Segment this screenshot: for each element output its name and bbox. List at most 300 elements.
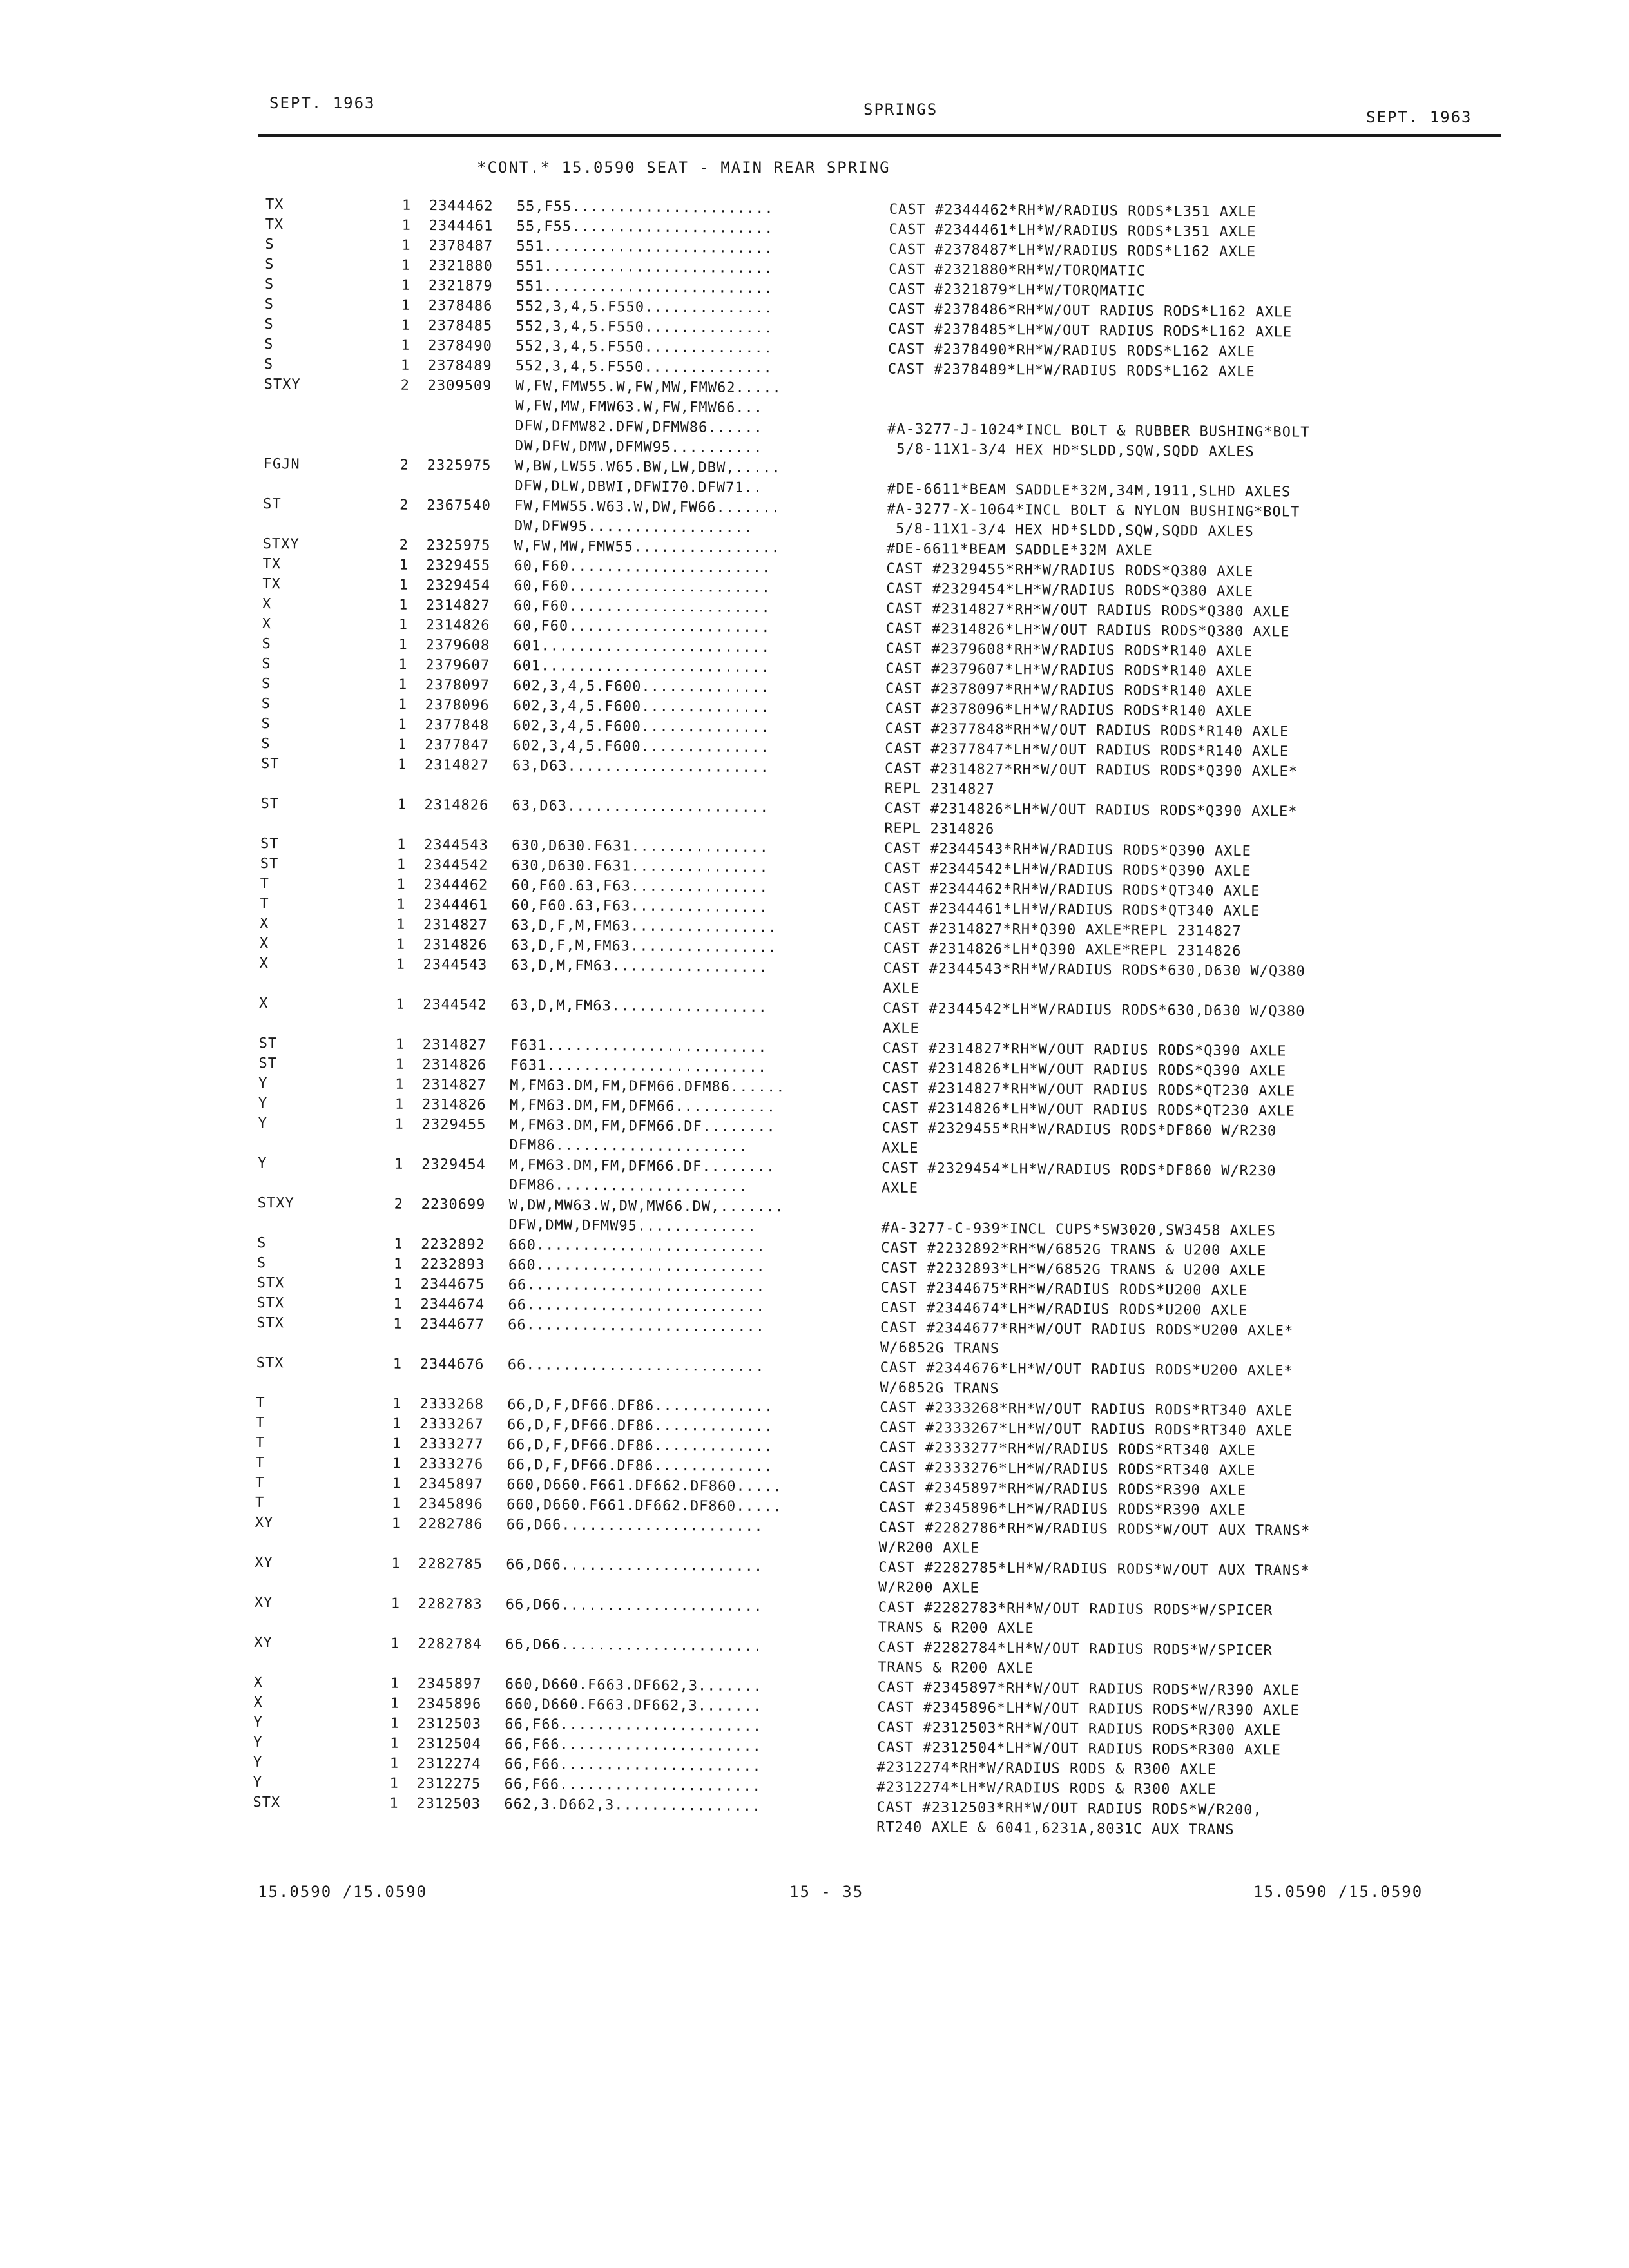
- row-qty: 1: [394, 1116, 405, 1133]
- row-part-number: 2344543: [423, 836, 488, 854]
- row-part-number: 2344676: [419, 1356, 485, 1373]
- row-models: DFM86.....................: [509, 1137, 748, 1155]
- row-models: DW,DFW95..................: [514, 518, 753, 536]
- row-qty: 1: [392, 1456, 401, 1472]
- row-models: M,FM63.DM,FM,DFM66.DFM86......: [510, 1077, 786, 1096]
- row-part-number: 2344543: [423, 956, 488, 974]
- row-part-number: 2378486: [428, 297, 493, 314]
- row-models: 60,F60......................: [514, 558, 771, 577]
- row-description: AXLE: [882, 1020, 920, 1037]
- row-models: F631........................: [510, 1037, 767, 1056]
- row-code: ST: [260, 795, 280, 812]
- row-description: W/6852G TRANS: [880, 1340, 1000, 1358]
- row-code: X: [259, 995, 269, 1012]
- row-code: T: [255, 1434, 265, 1452]
- row-qty: 1: [398, 637, 408, 653]
- row-description: CAST #2232892*RH*W/6852G TRANS & U200 AXLE: [881, 1240, 1267, 1260]
- row-code: Y: [253, 1754, 263, 1771]
- row-code: X: [259, 935, 269, 952]
- row-description: CAST #2379608*RH*W/RADIUS RODS*R140 AXLE: [885, 640, 1253, 660]
- row-models: 602,3,4,5.F600..............: [512, 678, 770, 697]
- row-part-number: 2344675: [420, 1276, 485, 1293]
- row-models: 60,F60......................: [513, 618, 771, 637]
- row-description: CAST #2321879*LH*W/TORQMATIC: [888, 281, 1146, 300]
- row-part-number: 2378485: [428, 317, 493, 334]
- row-code: S: [264, 336, 274, 353]
- row-code: XY: [254, 1634, 273, 1651]
- row-part-number: 2379607: [425, 657, 490, 674]
- row-code: STX: [256, 1354, 284, 1372]
- row-code: T: [256, 1394, 265, 1412]
- header-left-date: SEPT. 1963: [269, 94, 376, 112]
- row-description: 5/8-11X1-3/4 HEX HD*SLDD,SQW,SQDD AXLES: [887, 441, 1255, 461]
- row-models: M,FM63.DM,FM,DFM66...........: [509, 1097, 776, 1116]
- row-part-number: 2312503: [416, 1795, 481, 1812]
- footer-page-number: 15 - 35: [789, 1883, 864, 1901]
- row-qty: 1: [390, 1735, 400, 1752]
- row-qty: 1: [393, 1256, 403, 1273]
- row-part-number: 2329455: [421, 1116, 487, 1133]
- row-qty: 1: [396, 916, 406, 933]
- row-qty: 1: [396, 996, 405, 1013]
- row-code: T: [260, 875, 269, 892]
- row-part-number: 2344677: [420, 1316, 485, 1333]
- row-part-number: 2314827: [422, 1036, 487, 1053]
- row-description: #2312274*LH*W/RADIUS RODS & R300 AXLE: [876, 1779, 1217, 1798]
- row-part-number: 2325975: [426, 537, 491, 554]
- row-description: CAST #2282784*LH*W/OUT RADIUS RODS*W/SPICER: [878, 1639, 1273, 1659]
- row-code: S: [264, 296, 275, 313]
- row-part-number: 2230699: [421, 1196, 486, 1213]
- row-part-number: 2378096: [425, 697, 490, 714]
- row-code: XY: [254, 1594, 273, 1611]
- row-models: 660,D660.F661.DF662.DF860.....: [506, 1497, 782, 1515]
- row-models: M,FM63.DM,FM,DFM66.DF........: [509, 1157, 776, 1176]
- row-part-number: 2378490: [428, 337, 492, 354]
- row-description: CAST #2378485*LH*W/OUT RADIUS RODS*L162 AXLE: [888, 321, 1293, 341]
- row-code: T: [255, 1494, 265, 1512]
- row-models: 63,D,F,M,FM63................: [510, 937, 778, 956]
- row-part-number: 2314827: [422, 1076, 487, 1093]
- row-code: TX: [265, 216, 284, 233]
- row-part-number: 2282783: [418, 1595, 483, 1613]
- row-code: S: [264, 316, 274, 333]
- row-code: ST: [260, 755, 280, 773]
- row-part-number: 2314827: [423, 916, 488, 934]
- row-qty: 1: [393, 1296, 403, 1312]
- row-models: W,FW,FMW55.W,FW,MW,FMW62.....: [515, 378, 782, 397]
- row-models: 55,F55......................: [516, 218, 774, 237]
- row-models: 66,D,F,DF66.DF86.............: [507, 1397, 774, 1416]
- row-models: 660,D660.F661.DF662.DF860.....: [506, 1477, 782, 1495]
- row-description: AXLE: [881, 1180, 918, 1197]
- footer-left: 15.0590 /15.0590: [258, 1883, 428, 1901]
- row-models: 66,F66......................: [505, 1736, 762, 1755]
- row-part-number: 2344674: [420, 1296, 485, 1313]
- row-description: CAST #2378490*RH*W/RADIUS RODS*L162 AXLE: [888, 341, 1256, 361]
- row-models: 551.........................: [516, 238, 774, 257]
- row-description: CAST #2344462*RH*W/RADIUS RODS*QT340 AXLE: [883, 880, 1260, 900]
- row-description: CAST #2282785*LH*W/RADIUS RODS*W/OUT AUX TRANS*: [878, 1559, 1310, 1579]
- row-description: CAST #2345897*RH*W/RADIUS RODS*R390 AXLE: [879, 1479, 1247, 1499]
- row-models: 55,F55......................: [516, 198, 774, 217]
- row-description: RT240 AXLE & 6041,6231A,8031C AUX TRANS: [876, 1819, 1235, 1838]
- row-models: 63,D63......................: [512, 798, 769, 816]
- row-description: CAST #2329454*LH*W/RADIUS RODS*Q380 AXLE: [886, 581, 1254, 601]
- row-description: CAST #2314827*RH*W/OUT RADIUS RODS*QT230 AXLE: [882, 1080, 1296, 1100]
- row-description: CAST #2377847*LH*W/OUT RADIUS RODS*R140 AXLE: [885, 740, 1289, 760]
- row-part-number: 2312503: [417, 1715, 482, 1733]
- row-description: CAST #2344461*LH*W/RADIUS RODS*QT340 AXLE: [883, 900, 1260, 920]
- row-description: CAST #2314826*LH*W/OUT RADIUS RODS*Q390 AXLE*: [884, 800, 1298, 820]
- row-part-number: 2314826: [425, 617, 490, 634]
- row-part-number: 2325975: [427, 457, 492, 474]
- row-description: W/R200 AXLE: [878, 1539, 980, 1557]
- row-description: CAST #2345896*LH*W/OUT RADIUS RODS*W/R390 AXLE: [877, 1699, 1300, 1719]
- row-part-number: 2344461: [429, 217, 494, 235]
- row-code: STX: [256, 1314, 285, 1332]
- row-code: STX: [253, 1794, 281, 1811]
- row-code: X: [260, 915, 269, 932]
- row-qty: 1: [393, 1316, 403, 1332]
- row-part-number: 2312274: [416, 1755, 481, 1773]
- row-qty: 1: [398, 697, 408, 713]
- row-models: 63,D,F,M,FM63................: [511, 918, 778, 936]
- row-models: W,BW,LW55.W65.BW,LW,DBW,.....: [514, 458, 781, 477]
- row-qty: 1: [396, 856, 407, 873]
- row-description: CAST #2314826*LH*W/OUT RADIUS RODS*Q390 AXLE: [882, 1060, 1287, 1080]
- row-qty: 1: [392, 1396, 402, 1412]
- row-code: S: [261, 715, 271, 733]
- row-models: 552,3,4,5.F550..............: [516, 318, 773, 337]
- row-models: DFW,DLW,DBWI,DFWI70.DFW71..: [514, 478, 763, 497]
- row-qty: 1: [392, 1356, 403, 1372]
- row-qty: 1: [397, 756, 407, 773]
- row-part-number: 2329455: [426, 557, 491, 574]
- row-models: 66,D66......................: [506, 1516, 764, 1535]
- row-description: CAST #2378486*RH*W/OUT RADIUS RODS*L162 AXLE: [888, 301, 1293, 321]
- row-description: CAST #2314827*RH*W/OUT RADIUS RODS*Q390 AXLE: [882, 1040, 1287, 1060]
- row-code: STXY: [262, 535, 300, 553]
- row-description: CAST #2329455*RH*W/RADIUS RODS*Q380 AXLE: [886, 561, 1254, 581]
- row-description: #DE-6611*BEAM SADDLE*32M,34M,1911,SLHD AXLES: [887, 481, 1291, 501]
- row-code: S: [261, 675, 271, 693]
- row-description: #2312274*RH*W/RADIUS RODS & R300 AXLE: [876, 1759, 1217, 1778]
- row-models: DFW,DMW,DFMW95.............: [508, 1217, 757, 1236]
- row-qty: 2: [400, 457, 410, 474]
- row-code: S: [261, 735, 271, 753]
- row-description: W/6852G TRANS: [880, 1379, 999, 1397]
- row-part-number: 2344461: [423, 896, 488, 914]
- row-models: 66..........................: [508, 1317, 766, 1336]
- row-part-number: 2309509: [427, 377, 492, 394]
- row-description: CAST #2314827*RH*W/OUT RADIUS RODS*Q390 AXLE*: [884, 760, 1298, 780]
- row-description: 5/8-11X1-3/4 HEX HD*SLDD,SQW,SQDD AXLES: [886, 521, 1254, 541]
- row-models: 66,D,F,DF66.DF86.............: [506, 1417, 774, 1436]
- row-code: S: [256, 1254, 267, 1272]
- row-description: CAST #2314827*RH*Q390 AXLE*REPL 2314827: [883, 920, 1242, 939]
- row-models: DFW,DFMW82.DFW,DFMW86......: [515, 418, 763, 437]
- row-description: CAST #2345896*LH*W/RADIUS RODS*R390 AXLE: [878, 1499, 1246, 1519]
- row-qty: 1: [390, 1635, 400, 1652]
- row-description: CAST #2314826*LH*W/OUT RADIUS RODS*QT230 AXLE: [882, 1100, 1296, 1120]
- row-code: STX: [256, 1294, 285, 1312]
- row-description: CAST #2344676*LH*W/OUT RADIUS RODS*U200 AXLE*: [880, 1360, 1293, 1379]
- row-description: CAST #2379607*LH*W/RADIUS RODS*R140 AXLE: [885, 660, 1253, 680]
- row-description: CAST #2333276*LH*W/RADIUS RODS*RT340 AXLE: [879, 1459, 1256, 1479]
- row-description: #A-3277-C-939*INCL CUPS*SW3020,SW3458 AXLES: [881, 1220, 1277, 1240]
- row-qty: 1: [401, 237, 411, 254]
- row-models: 66,D66......................: [506, 1556, 764, 1575]
- row-qty: 1: [392, 1436, 402, 1452]
- row-code: Y: [253, 1714, 263, 1731]
- row-models: FW,FMW55.W63.W,DW,FW66.......: [514, 498, 781, 517]
- row-description: REPL 2314827: [884, 780, 995, 798]
- row-qty: 1: [399, 557, 409, 573]
- row-description: CAST #2282786*RH*W/RADIUS RODS*W/OUT AUX TRANS*: [878, 1519, 1311, 1539]
- row-part-number: 2379608: [425, 637, 490, 654]
- row-part-number: 2314827: [424, 756, 489, 774]
- row-description: CAST #2333268*RH*W/OUT RADIUS RODS*RT340 AXLE: [880, 1399, 1293, 1419]
- header-divider: [258, 134, 1501, 137]
- row-code: ST: [260, 855, 279, 872]
- row-qty: 1: [401, 217, 411, 234]
- row-code: S: [264, 356, 274, 373]
- row-models: 66,F66......................: [504, 1776, 762, 1795]
- row-models: 66..........................: [507, 1357, 765, 1376]
- row-qty: 1: [394, 1096, 405, 1113]
- row-models: DW,DFW,DMW,DFMW95..........: [514, 438, 763, 457]
- row-code: Y: [253, 1774, 262, 1791]
- row-models: 66,D,F,DF66.DF86.............: [506, 1437, 773, 1456]
- row-description: CAST #2344674*LH*W/RADIUS RODS*U200 AXLE: [880, 1300, 1248, 1320]
- row-qty: 1: [395, 1076, 405, 1093]
- row-qty: 1: [399, 577, 409, 593]
- row-qty: 1: [389, 1755, 400, 1772]
- row-code: X: [262, 615, 272, 633]
- row-code: STXY: [257, 1195, 294, 1212]
- row-description: #A-3277-X-1064*INCL BOLT & NYLON BUSHING*BOLT: [887, 501, 1300, 521]
- row-part-number: 2344542: [423, 856, 488, 874]
- row-part-number: 2282786: [418, 1515, 483, 1533]
- row-code: TX: [265, 196, 284, 213]
- row-code: TX: [262, 555, 282, 573]
- row-code: Y: [258, 1155, 267, 1172]
- row-description: CAST #2378096*LH*W/RADIUS RODS*R140 AXLE: [885, 700, 1253, 720]
- row-code: X: [253, 1674, 264, 1691]
- row-models: 630,D630.F631...............: [511, 858, 769, 876]
- row-models: M,FM63.DM,FM,DFM66.DF........: [509, 1117, 776, 1136]
- row-qty: 1: [397, 796, 407, 813]
- row-part-number: 2282785: [418, 1555, 483, 1573]
- row-code: S: [264, 276, 275, 293]
- row-description: CAST #2333277*RH*W/RADIUS RODS*RT340 AXLE: [879, 1439, 1256, 1459]
- row-description: CAST #2333267*LH*W/OUT RADIUS RODS*RT340 AXLE: [879, 1419, 1293, 1439]
- row-part-number: 2312504: [417, 1735, 481, 1753]
- row-description: CAST #2344543*RH*W/RADIUS RODS*Q390 AXLE: [883, 840, 1251, 860]
- row-part-number: 2345897: [417, 1675, 482, 1693]
- row-models: 63,D63......................: [512, 758, 770, 776]
- row-part-number: 2329454: [426, 577, 491, 594]
- row-qty: 1: [392, 1416, 402, 1432]
- row-code: ST: [260, 835, 279, 852]
- row-part-number: 2367540: [427, 497, 492, 514]
- row-qty: 1: [389, 1795, 399, 1812]
- row-part-number: 2333277: [419, 1436, 484, 1453]
- row-models: DFM86.....................: [508, 1177, 748, 1195]
- row-description: CAST #2314826*LH*Q390 AXLE*REPL 2314826: [883, 940, 1242, 959]
- row-code: X: [262, 595, 272, 613]
- row-models: 660,D660.F663.DF662,3.......: [505, 1696, 762, 1715]
- row-description: CAST #2329455*RH*W/RADIUS RODS*DF860 W/R230: [882, 1120, 1277, 1140]
- row-description: CAST #2329454*LH*W/RADIUS RODS*DF860 W/R230: [882, 1160, 1277, 1180]
- row-description: CAST #2232893*LH*W/6852G TRANS & U200 AXLE: [880, 1260, 1267, 1280]
- row-part-number: 2232892: [421, 1236, 486, 1253]
- row-code: S: [261, 695, 271, 713]
- row-models: 660.........................: [508, 1237, 766, 1256]
- row-description: AXLE: [883, 980, 920, 997]
- row-qty: 1: [391, 1515, 401, 1532]
- row-models: 602,3,4,5.F600..............: [512, 698, 770, 716]
- row-description: CAST #2377848*RH*W/OUT RADIUS RODS*R140 AXLE: [885, 720, 1289, 740]
- row-description: CAST #2344542*LH*W/RADIUS RODS*Q390 AXLE: [883, 860, 1251, 880]
- row-qty: 1: [390, 1715, 400, 1732]
- row-code: ST: [263, 495, 282, 513]
- row-code: Y: [253, 1734, 263, 1751]
- row-models: 552,3,4,5.F550..............: [516, 338, 773, 357]
- row-code: S: [262, 635, 271, 653]
- row-code: T: [255, 1414, 265, 1432]
- row-part-number: 2378097: [425, 677, 490, 694]
- row-qty: 2: [399, 537, 409, 553]
- row-qty: 2: [400, 497, 409, 514]
- row-qty: 1: [401, 197, 412, 214]
- row-qty: 1: [396, 936, 406, 953]
- row-qty: 1: [394, 1236, 403, 1253]
- row-models: 60,F60......................: [514, 578, 771, 597]
- row-description: CAST #2378487*LH*W/RADIUS RODS*L162 AXLE: [889, 241, 1257, 261]
- row-models: 66..........................: [508, 1277, 766, 1296]
- row-models: 60,F60.63,F63...............: [511, 878, 769, 896]
- row-models: 66,D66......................: [505, 1636, 763, 1655]
- row-models: 552,3,4,5.F550..............: [515, 358, 773, 377]
- row-code: Y: [258, 1095, 268, 1112]
- row-qty: 1: [394, 1156, 404, 1173]
- row-description: REPL 2314826: [884, 820, 995, 838]
- row-part-number: 2345897: [419, 1475, 484, 1493]
- row-models: 552,3,4,5.F550..............: [516, 298, 773, 317]
- row-description: TRANS & R200 AXLE: [877, 1659, 1034, 1677]
- row-description: CAST #2321880*RH*W/TORQMATIC: [889, 261, 1146, 280]
- row-description: CAST #2314826*LH*W/OUT RADIUS RODS*Q380 AXLE: [885, 620, 1290, 640]
- row-description: CAST #2312504*LH*W/OUT RADIUS RODS*R300 AXLE: [877, 1739, 1281, 1759]
- row-models: 602,3,4,5.F600..............: [512, 718, 770, 736]
- row-qty: 2: [394, 1196, 404, 1213]
- row-models: 660,D660.F663.DF662,3.......: [505, 1676, 762, 1695]
- row-part-number: 2377847: [425, 736, 490, 754]
- row-part-number: 2377848: [425, 716, 490, 734]
- row-models: 551.........................: [516, 278, 773, 297]
- row-description: CAST #2344542*LH*W/RADIUS RODS*630,D630 W/Q380: [883, 1000, 1306, 1020]
- row-models: 601.........................: [513, 638, 771, 657]
- row-qty: 1: [395, 1036, 405, 1053]
- parts-list: [253, 195, 1477, 1842]
- row-qty: 1: [393, 1276, 403, 1293]
- row-part-number: 2345896: [418, 1495, 483, 1513]
- row-description: CAST #2314827*RH*W/OUT RADIUS RODS*Q380 AXLE: [885, 601, 1290, 620]
- row-models: W,DW,MW63.W,DW,MW66.DW,.......: [508, 1197, 785, 1216]
- row-qty: 1: [390, 1675, 400, 1692]
- row-code: S: [262, 655, 271, 673]
- row-qty: 1: [401, 297, 411, 314]
- row-description: AXLE: [882, 1140, 919, 1157]
- row-description: CAST #2378489*LH*W/RADIUS RODS*L162 AXLE: [887, 361, 1255, 381]
- row-code: FGJN: [263, 456, 300, 473]
- row-qty: 1: [398, 716, 407, 733]
- row-models: 662,3.D662,3................: [504, 1796, 762, 1815]
- row-part-number: 2329454: [421, 1156, 486, 1173]
- row-code: ST: [258, 1055, 278, 1072]
- header-right-date: SEPT. 1963: [1366, 108, 1472, 126]
- row-qty: 1: [398, 677, 408, 693]
- row-code: S: [257, 1235, 267, 1252]
- row-part-number: 2282784: [418, 1635, 483, 1653]
- row-qty: 1: [396, 876, 406, 893]
- row-part-number: 2344542: [423, 996, 487, 1014]
- row-code: X: [253, 1694, 263, 1711]
- row-description: CAST #2344543*RH*W/RADIUS RODS*630,D630 W/Q380: [883, 960, 1306, 980]
- row-part-number: 2344462: [423, 876, 488, 894]
- row-part-number: 2232893: [420, 1256, 485, 1273]
- row-code: STXY: [264, 376, 301, 393]
- row-models: F631........................: [510, 1057, 767, 1076]
- row-models: 66,F66......................: [505, 1716, 762, 1735]
- row-models: 66..........................: [508, 1297, 766, 1316]
- row-qty: 1: [396, 956, 405, 973]
- row-code: T: [255, 1474, 265, 1492]
- footer-right: 15.0590 /15.0590: [1253, 1883, 1423, 1901]
- row-qty: 1: [398, 617, 409, 633]
- row-code: XY: [255, 1514, 274, 1532]
- row-code: S: [265, 236, 275, 253]
- row-part-number: 2321880: [429, 257, 493, 274]
- header-title: SPRINGS: [863, 101, 938, 119]
- row-models: 60,F60......................: [513, 598, 771, 617]
- row-description: #DE-6611*BEAM SADDLE*32M AXLE: [886, 541, 1153, 559]
- row-qty: 1: [390, 1695, 400, 1712]
- row-qty: 1: [398, 657, 408, 673]
- row-qty: 2: [400, 377, 410, 394]
- row-qty: 1: [401, 337, 410, 354]
- row-part-number: 2314827: [425, 597, 490, 614]
- row-qty: 1: [398, 736, 407, 753]
- row-code: Y: [258, 1075, 268, 1092]
- row-description: #A-3277-J-1024*INCL BOLT & RUBBER BUSHING*BOLT: [887, 421, 1310, 441]
- row-qty: 1: [398, 597, 409, 613]
- row-qty: 1: [391, 1555, 401, 1572]
- row-code: TX: [262, 575, 281, 593]
- row-qty: 1: [401, 257, 411, 274]
- row-part-number: 2321879: [428, 277, 493, 294]
- row-part-number: 2333267: [419, 1416, 484, 1433]
- row-description: TRANS & R200 AXLE: [878, 1619, 1034, 1637]
- row-code: T: [260, 895, 269, 912]
- row-qty: 1: [400, 357, 410, 374]
- row-models: 60,F60.63,F63...............: [511, 898, 769, 916]
- row-qty: 1: [390, 1595, 401, 1612]
- row-code: XY: [255, 1554, 273, 1571]
- row-models: 630,D630.F631...............: [511, 838, 769, 856]
